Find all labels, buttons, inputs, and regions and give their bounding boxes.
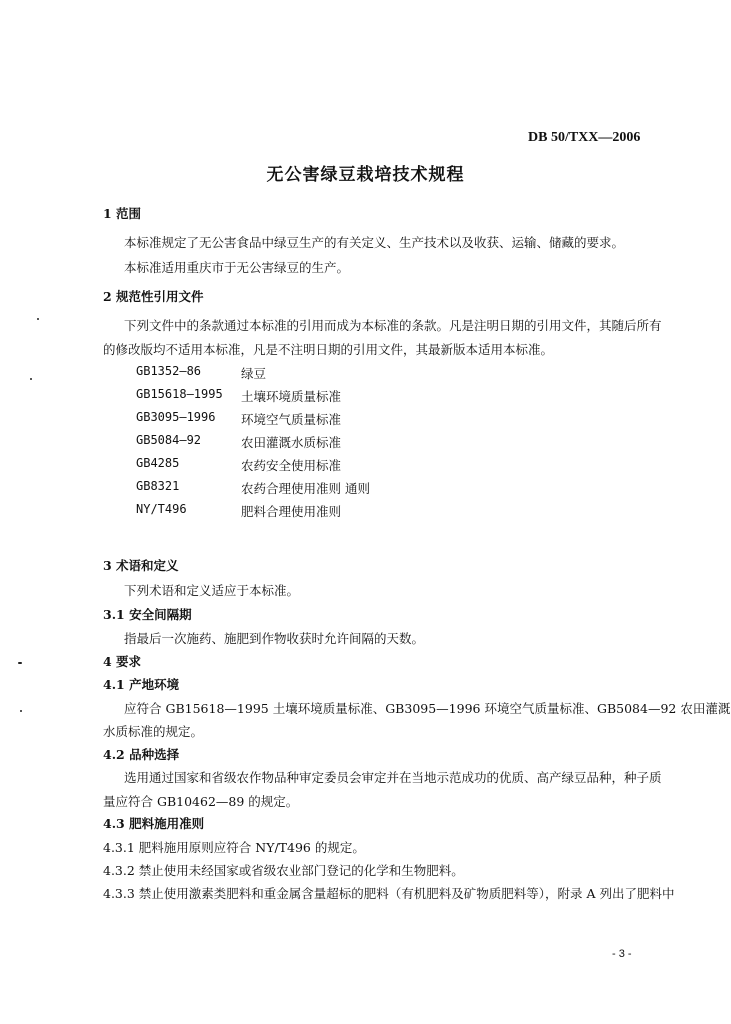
section-3-paragraph: 下列术语和定义适应于本标准。	[124, 583, 300, 598]
section-4-1-line-1: 应符合 GB15618—1995 土壤环境质量标准、GB3095—1996 环境空气质量标准、GB5084—92 农田灌溉	[124, 701, 731, 716]
reference-code: NY/T496	[136, 502, 187, 516]
page-number: - 3 -	[612, 948, 632, 960]
standard-code: DB 50/TXX—2006	[528, 130, 641, 145]
section-4-2-line-2: 量应符合 GB10462—89 的规定。	[103, 794, 299, 809]
reference-code: GB3095—1996	[136, 410, 216, 424]
reference-name: 绿豆	[241, 366, 267, 381]
section-2-heading: 2 规范性引用文件	[103, 289, 204, 304]
page-title: 无公害绿豆栽培技术规程	[266, 165, 465, 185]
section-3-1-paragraph: 指最后一次施药、施肥到作物收获时允许间隔的天数。	[124, 631, 425, 646]
section-1-paragraph-1: 本标准规定了无公害食品中绿豆生产的有关定义、生产技术以及收获、运输、储藏的要求。	[124, 235, 625, 250]
section-4-2-heading: 4.2 品种选择	[103, 747, 180, 762]
scan-speck	[18, 662, 22, 664]
scan-speck	[37, 318, 39, 320]
reference-name: 农药安全使用标准	[241, 458, 342, 473]
reference-code: GB15618—1995	[136, 387, 223, 401]
reference-name: 肥料合理使用准则	[241, 504, 342, 519]
reference-code: GB4285	[136, 456, 180, 470]
reference-code: GB8321	[136, 479, 180, 493]
scan-speck	[20, 710, 22, 712]
section-4-2-line-1: 选用通过国家和省级农作物品种审定委员会审定并在当地示范成功的优质、高产绿豆品种，种子质	[124, 770, 662, 785]
reference-code: GB1352—86	[136, 364, 202, 378]
section-4-3-2: 4.3.2 禁止使用未经国家或省级农业部门登记的化学和生物肥料。	[103, 863, 464, 878]
section-4-3-heading: 4.3 肥料施用准则	[103, 816, 205, 831]
section-1-paragraph-2: 本标准适用重庆市于无公害绿豆的生产。	[124, 260, 350, 275]
section-4-1-line-2: 水质标准的规定。	[103, 724, 204, 739]
section-2-intro-line-1: 下列文件中的条款通过本标准的引用而成为本标准的条款。凡是注明日期的引用文件，其随后所有	[124, 318, 662, 333]
scan-speck	[30, 378, 32, 380]
section-4-3-3: 4.3.3 禁止使用激素类肥料和重金属含量超标的肥料（有机肥料及矿物质肥料等），附录 A 列出了肥料中	[103, 886, 675, 901]
reference-code: GB5084—92	[136, 433, 202, 447]
reference-name: 农田灌溉水质标准	[241, 435, 342, 450]
section-3-heading: 3 术语和定义	[103, 558, 179, 573]
section-2-intro-line-2: 的修改版均不适用本标准，凡是不注明日期的引用文件，其最新版本适用本标准。	[103, 342, 554, 357]
section-1-heading: 1 范围	[103, 206, 142, 221]
reference-name: 环境空气质量标准	[241, 412, 342, 427]
reference-name: 农药合理使用准则 通则	[241, 481, 370, 496]
section-4-1-heading: 4.1 产地环境	[103, 677, 180, 692]
section-3-1-heading: 3.1 安全间隔期	[103, 607, 192, 622]
reference-name: 土壤环境质量标准	[241, 389, 342, 404]
section-4-heading: 4 要求	[103, 654, 142, 669]
section-4-3-1: 4.3.1 肥料施用原则应符合 NY/T496 的规定。	[103, 840, 365, 855]
